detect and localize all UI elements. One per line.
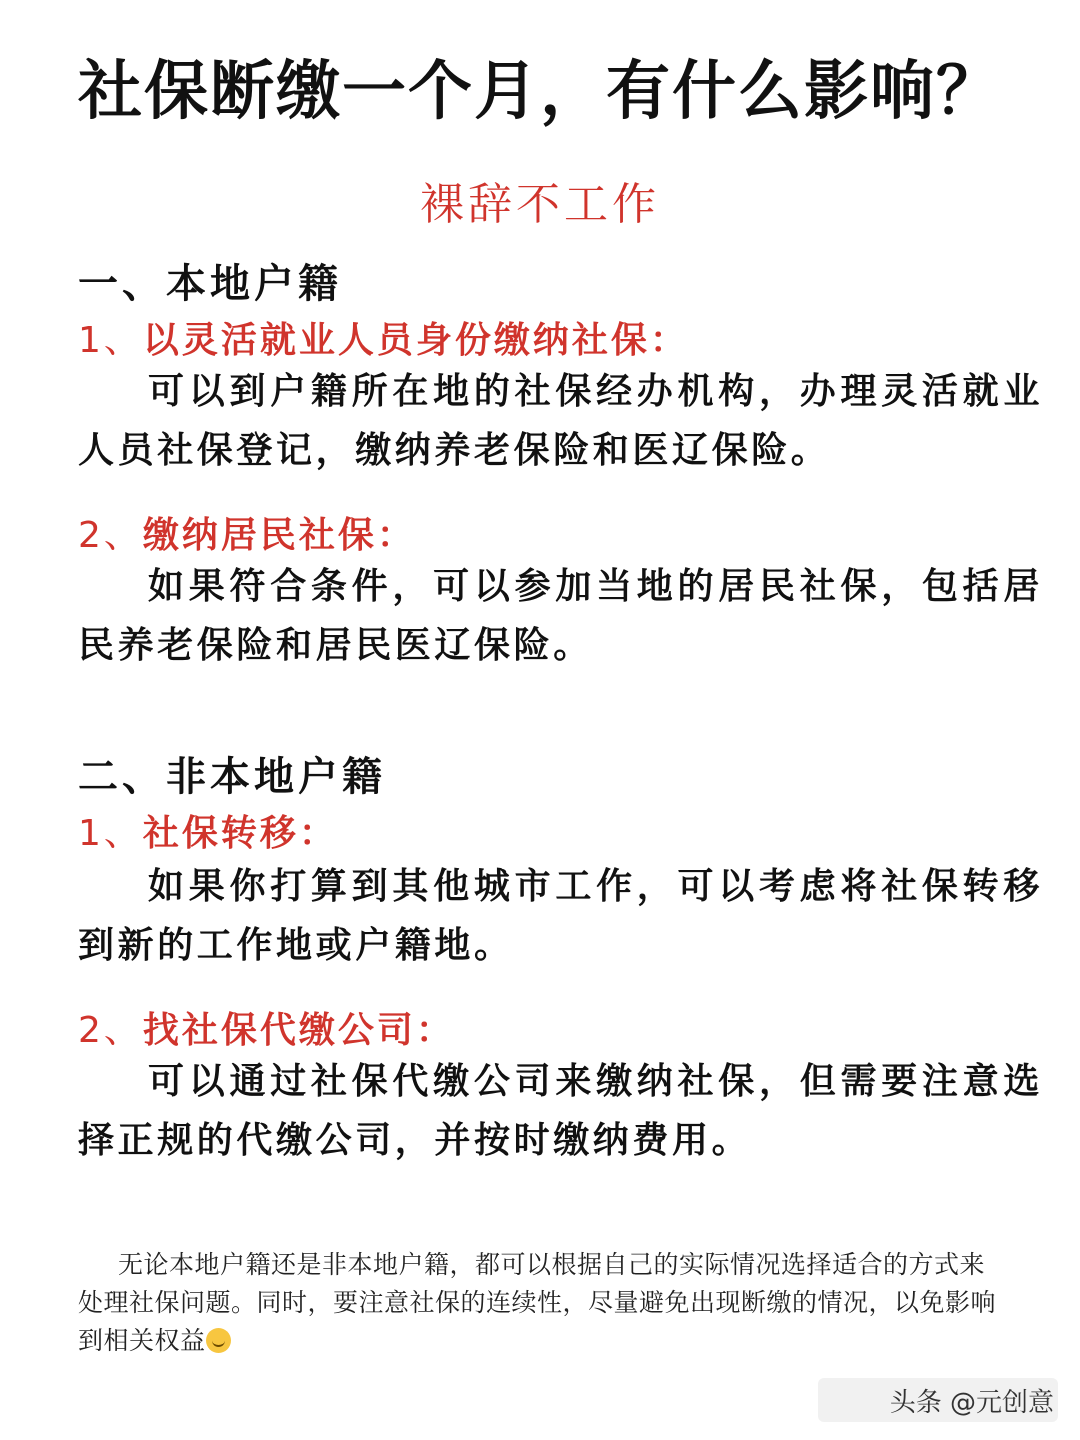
item-paragraph: 如果你打算到其他城市工作，可以考虑将社保转移到新的工作地或户籍地。 — [78, 866, 1043, 966]
item-heading — [78, 805, 338, 856]
page-subtitle: 裸辞不工作 — [420, 179, 660, 230]
summary-text: 无论本地户籍还是非本地户籍，都可以根据自己的实际情况选择适合的方式来处理社保问题。同时，要注意社保的连续性，尽量避免出现断缴的情况，以免影响到相关权益 — [78, 1250, 997, 1355]
item-number: 1、 — [78, 813, 143, 854]
section-heading-local: 一、本地户籍 — [78, 261, 342, 307]
item-heading-text: 找社保代缴公司： — [142, 1010, 455, 1051]
item-heading — [78, 1002, 455, 1053]
item-heading-text: 缴纳居民社保： — [142, 515, 416, 556]
item-number: 2、 — [78, 1010, 143, 1051]
item-heading — [78, 507, 416, 558]
summary-note — [78, 1246, 1008, 1360]
item-heading — [78, 312, 689, 363]
section-heading-nonlocal: 二、非本地户籍 — [78, 754, 386, 800]
item-heading-text: 社保转移： — [142, 813, 338, 854]
source-watermark: 头条 @元创意 — [889, 1388, 1054, 1418]
item-paragraph: 可以到户籍所在地的社保经办机构，办理灵活就业人员社保登记，缴纳养老保险和医辽保险。 — [78, 371, 1043, 471]
grinning-face-icon — [206, 1328, 231, 1353]
page-title: 社保断缴一个月，有什么影响？ — [78, 55, 1002, 129]
item-number: 2、 — [78, 515, 143, 556]
item-paragraph: 可以通过社保代缴公司来缴纳社保，但需要注意选择正规的代缴公司，并按时缴纳费用。 — [78, 1061, 1043, 1161]
item-paragraph: 如果符合条件，可以参加当地的居民社保，包括居民养老保险和居民医辽保险。 — [78, 566, 1043, 666]
item-heading-text: 以灵活就业人员身份缴纳社保： — [142, 320, 689, 361]
item-number: 1、 — [78, 320, 143, 361]
